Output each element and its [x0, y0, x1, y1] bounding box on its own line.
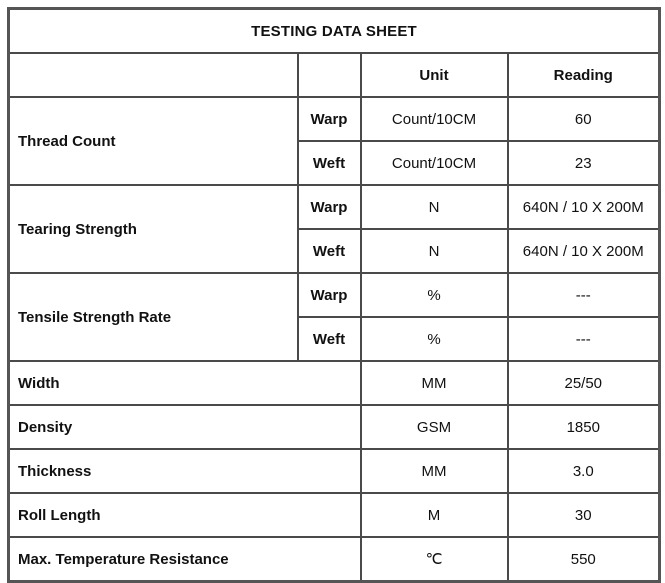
table-row: [9, 449, 660, 493]
direction-cell: Warp: [298, 273, 361, 317]
parameter-roll-length: Roll Length: [9, 493, 361, 537]
parameter-thickness: Thickness: [9, 449, 361, 493]
parameter-thread-count: Thread Count: [9, 97, 298, 185]
table-row: [9, 361, 660, 405]
reading-cell: 640N / 10 X 200M: [508, 185, 660, 229]
table-row: [9, 273, 660, 317]
table-row: [9, 185, 660, 229]
table-row: [9, 405, 660, 449]
unit-cell: Count/10CM: [361, 97, 508, 141]
unit-cell: N: [361, 185, 508, 229]
reading-cell: 1850: [508, 405, 660, 449]
header-reading: Reading: [508, 53, 660, 97]
sheet-title: TESTING DATA SHEET: [9, 9, 660, 54]
unit-cell: MM: [361, 361, 508, 405]
header-unit: Unit: [361, 53, 508, 97]
reading-cell: ---: [508, 317, 660, 361]
unit-cell: Count/10CM: [361, 141, 508, 185]
reading-cell: 640N / 10 X 200M: [508, 229, 660, 273]
table-row: [9, 493, 660, 537]
direction-cell: Weft: [298, 317, 361, 361]
direction-cell: Weft: [298, 141, 361, 185]
parameter-tensile-strength-rate: Tensile Strength Rate: [9, 273, 298, 361]
direction-cell: Warp: [298, 97, 361, 141]
unit-cell: %: [361, 317, 508, 361]
reading-cell: 3.0: [508, 449, 660, 493]
unit-cell: ℃: [361, 537, 508, 582]
header-parameter-empty-cell: [9, 53, 298, 97]
unit-cell: GSM: [361, 405, 508, 449]
reading-cell: 23: [508, 141, 660, 185]
table-row: [9, 537, 660, 582]
direction-cell: Weft: [298, 229, 361, 273]
reading-cell: 60: [508, 97, 660, 141]
unit-cell: MM: [361, 449, 508, 493]
header-row: [9, 53, 660, 97]
table-row: [9, 97, 660, 141]
reading-cell: 30: [508, 493, 660, 537]
parameter-width: Width: [9, 361, 361, 405]
unit-cell: %: [361, 273, 508, 317]
title-row: [9, 9, 660, 54]
reading-cell: ---: [508, 273, 660, 317]
unit-cell: M: [361, 493, 508, 537]
parameter-density: Density: [9, 405, 361, 449]
parameter-tearing-strength: Tearing Strength: [9, 185, 298, 273]
reading-cell: 550: [508, 537, 660, 582]
header-direction-empty-cell: [298, 53, 361, 97]
reading-cell: 25/50: [508, 361, 660, 405]
data-table: [7, 7, 661, 583]
direction-cell: Warp: [298, 185, 361, 229]
parameter-max-temperature-resistance: Max. Temperature Resistance: [9, 537, 361, 582]
unit-cell: N: [361, 229, 508, 273]
